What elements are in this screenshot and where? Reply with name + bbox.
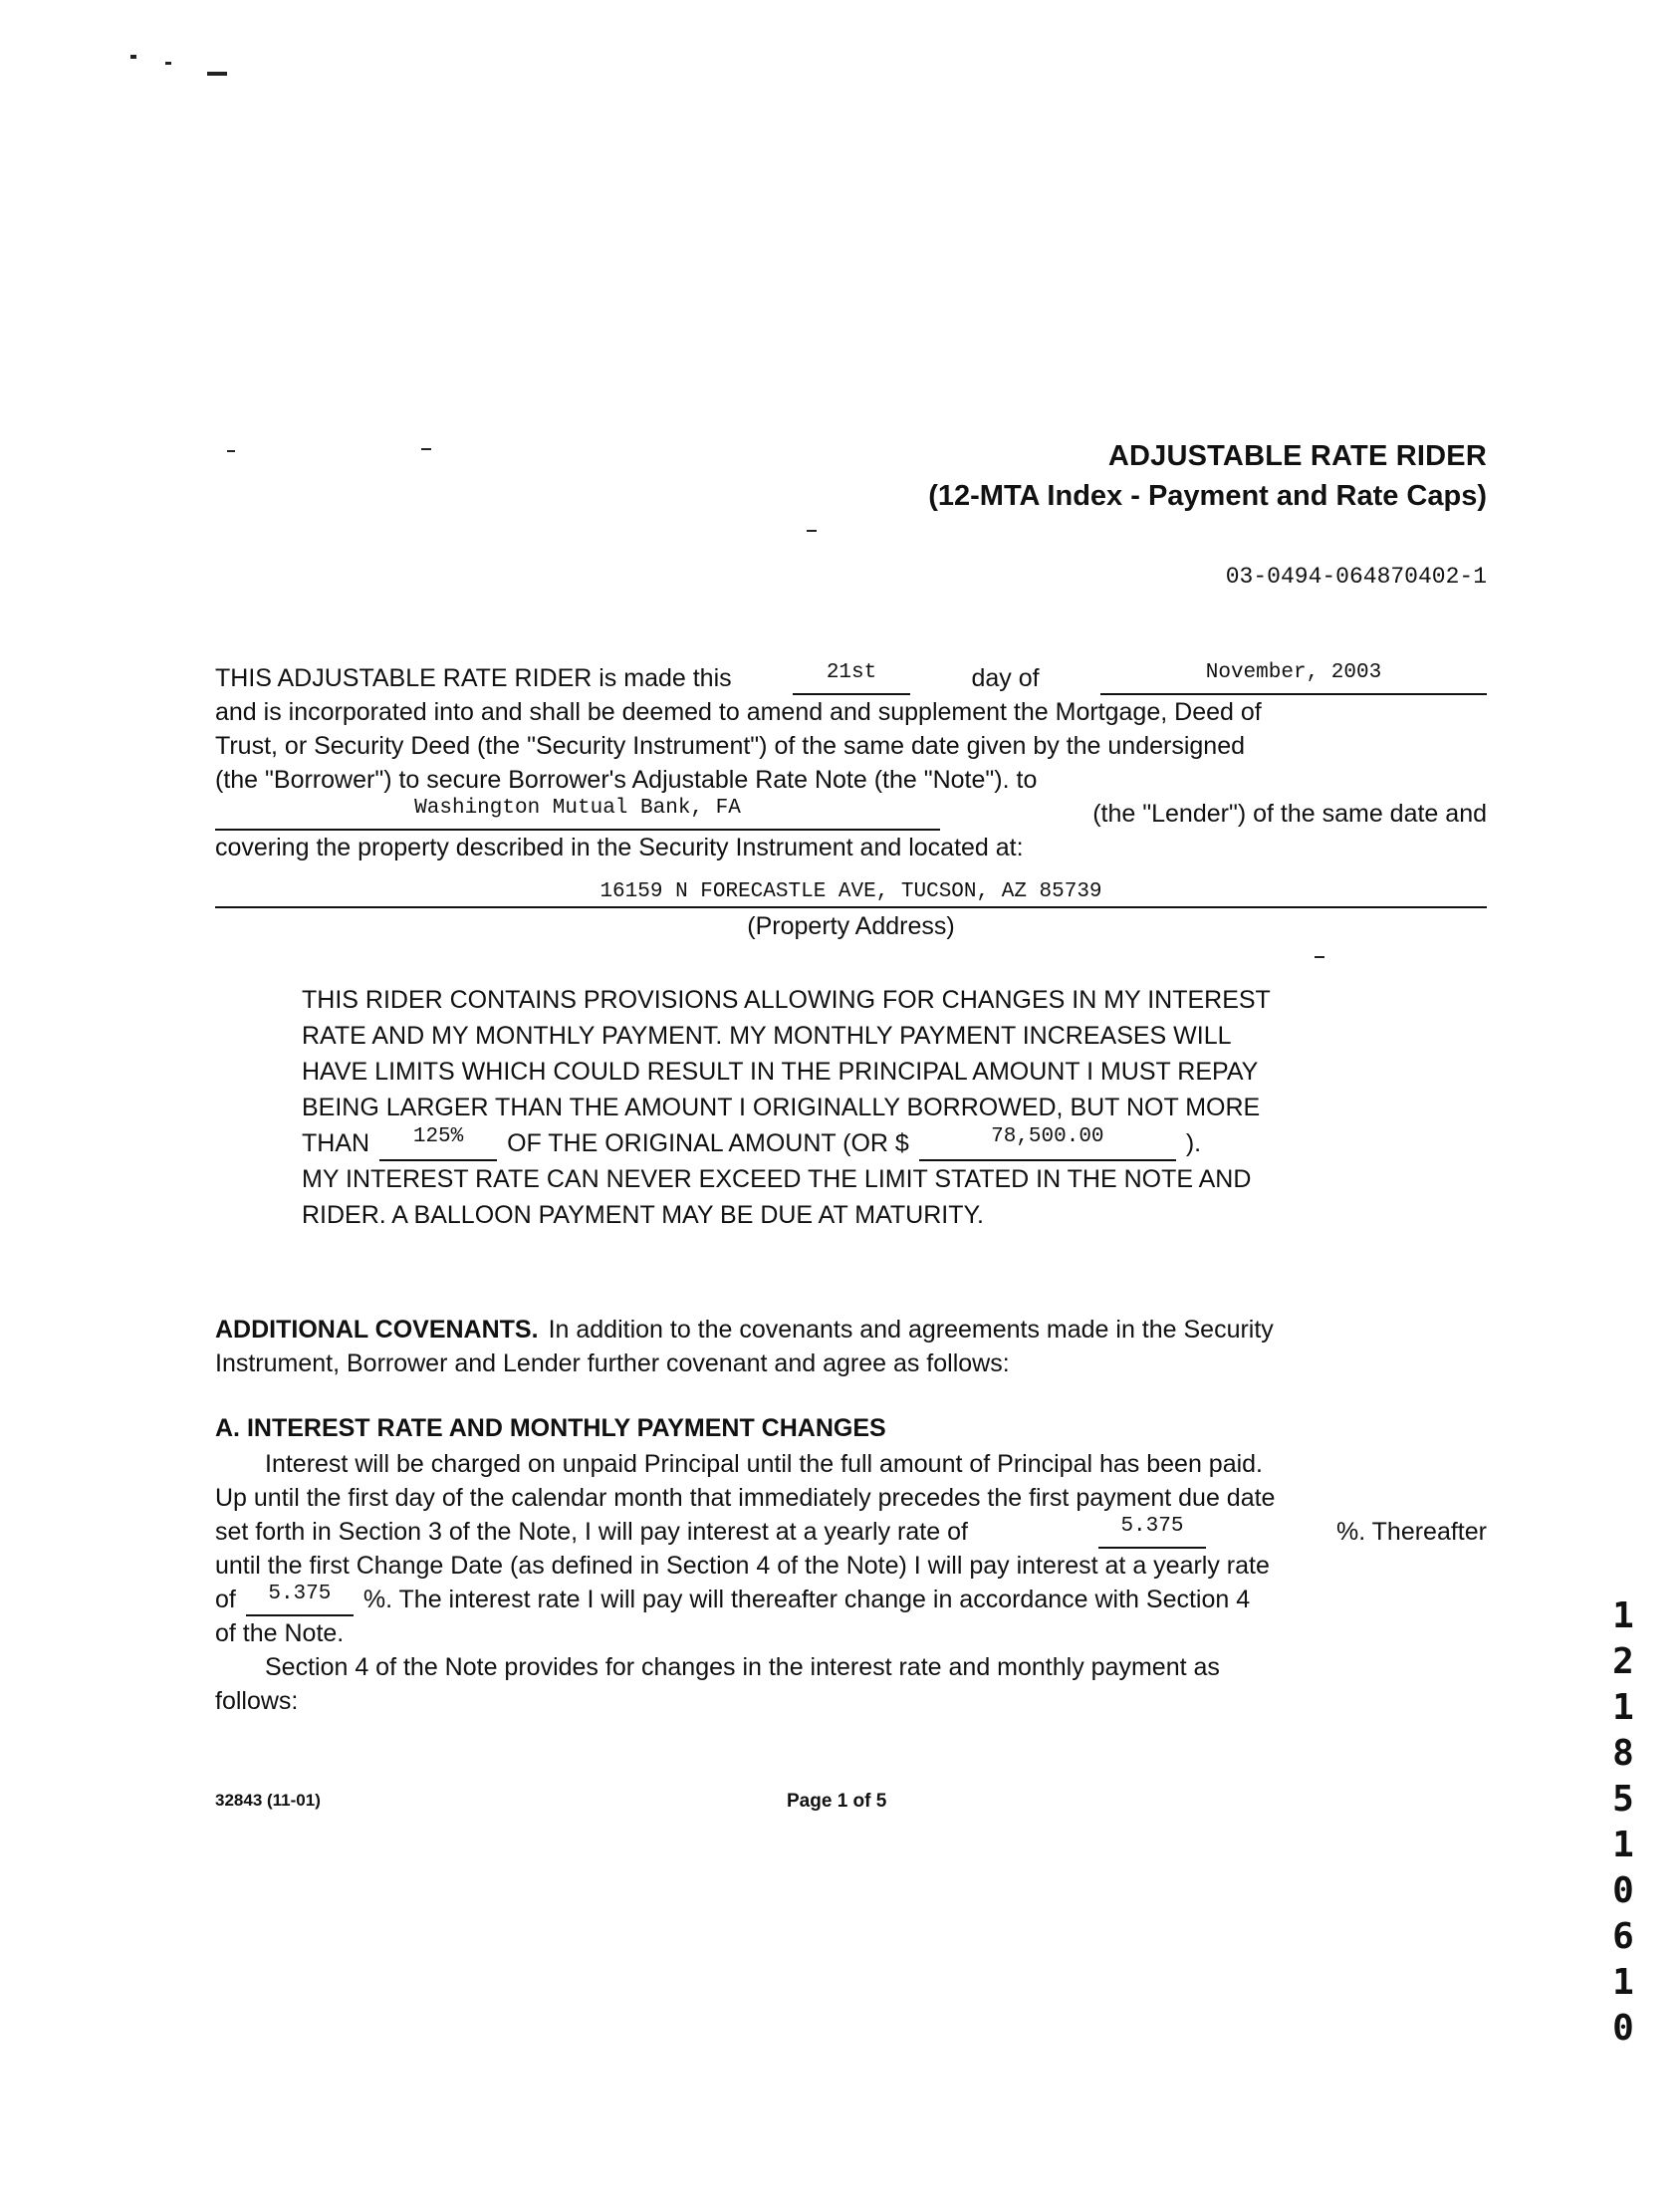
side-stamp xyxy=(1603,1593,1643,2052)
loan-number: 03-0494-064870402-1 xyxy=(1225,564,1487,590)
section-a-text: %. Thereafter xyxy=(1335,1518,1487,1546)
section-a-body xyxy=(215,1447,1487,1718)
intro-line-4: (the "Borrower") to secure Borrower's Adjustable Rate Note (the "Note"). to xyxy=(215,766,1038,794)
stamp-digit: 1 xyxy=(1612,1962,1634,2003)
section-a-line-4: until the first Change Date (as defined in Section 4 of the Note) I will pay interest at a yearly rate xyxy=(215,1552,1270,1580)
covenants-line-2: Instrument, Borrower and Lender further covenant and agree as follows: xyxy=(215,1349,1010,1377)
cap-amount-field: 78,500.00 xyxy=(919,1125,1176,1161)
scan-speck xyxy=(807,530,817,532)
section-a-line-3 xyxy=(215,1515,1487,1549)
scan-speck xyxy=(165,62,171,65)
lender-field: Washington Mutual Bank, FA xyxy=(215,797,940,831)
notice-line: MY INTEREST RATE CAN NEVER EXCEED THE LIMIT STATED IN THE NOTE AND xyxy=(302,1165,1252,1193)
stamp-digit: 1 xyxy=(1612,1687,1634,1728)
covenants-text: In addition to the covenants and agreements made in the Security xyxy=(548,1316,1274,1344)
section-a-text: set forth in Section 3 of the Note, I will pay interest at a yearly rate of xyxy=(215,1518,968,1546)
notice-line-cap xyxy=(302,1125,1405,1161)
intro-line-1 xyxy=(215,661,1487,695)
notice-text: ). xyxy=(1185,1129,1202,1157)
scan-speck xyxy=(421,448,431,450)
section-a-line-1: Interest will be charged on unpaid Principal until the full amount of Principal has been paid. xyxy=(265,1450,1264,1478)
intro-line-3: Trust, or Security Deed (the "Security Instrument") of the same date given by the undersigned xyxy=(215,732,1245,760)
scan-speck xyxy=(130,55,136,59)
day-field: 21st xyxy=(793,661,910,695)
stamp-digit: 8 xyxy=(1612,1733,1634,1774)
stamp-digit: 6 xyxy=(1612,1916,1634,1957)
stamp-digit: 0 xyxy=(1612,2008,1634,2049)
intro-text: (the "Lender") of the same date and xyxy=(1092,800,1487,828)
document-title: ADJUSTABLE RATE RIDER xyxy=(1107,440,1487,472)
covenants-line-1 xyxy=(215,1313,1487,1347)
scan-speck xyxy=(227,450,235,452)
section-a-line-6: of the Note. xyxy=(215,1619,345,1647)
document-subtitle: (12-MTA Index - Payment and Rate Caps) xyxy=(928,480,1487,512)
section-a-heading: A. INTEREST RATE AND MONTHLY PAYMENT CHANGES xyxy=(215,1414,886,1442)
scan-speck xyxy=(207,72,227,76)
rider-notice xyxy=(302,982,1405,1233)
change-rate-field: 5.375 xyxy=(246,1583,354,1616)
section-a-line-8: follows: xyxy=(215,1687,299,1715)
stamp-digit: 2 xyxy=(1612,1641,1634,1682)
stamp-digit: 1 xyxy=(1612,1825,1634,1865)
additional-covenants xyxy=(215,1313,1487,1380)
stamp-digit: 1 xyxy=(1612,1595,1634,1636)
intro-line-5 xyxy=(215,797,1487,831)
stamp-digit: 5 xyxy=(1612,1779,1634,1820)
intro-paragraph xyxy=(215,661,1487,864)
intro-line-6: covering the property described in the Security Instrument and located at: xyxy=(215,834,1024,861)
section-a-line-2: Up until the first day of the calendar month that immediately precedes the first payment due date xyxy=(215,1484,1276,1512)
notice-line: BEING LARGER THAN THE AMOUNT I ORIGINALLY BORROWED, BUT NOT MORE xyxy=(302,1094,1261,1121)
stamp-digit: 0 xyxy=(1612,1870,1634,1911)
notice-text: OF THE ORIGINAL AMOUNT (OR $ xyxy=(507,1129,909,1157)
covenants-heading: ADDITIONAL COVENANTS. xyxy=(215,1316,539,1344)
form-number: 32843 (11-01) xyxy=(215,1791,321,1810)
property-address-field: 16159 N FORECASTLE AVE, TUCSON, AZ 85739 xyxy=(215,878,1487,908)
cap-percent-field: 125% xyxy=(379,1125,497,1161)
notice-line: THIS RIDER CONTAINS PROVISIONS ALLOWING FOR CHANGES IN MY INTEREST xyxy=(302,986,1271,1014)
notice-line: HAVE LIMITS WHICH COULD RESULT IN THE PRINCIPAL AMOUNT I MUST REPAY xyxy=(302,1058,1259,1086)
initial-rate-field: 5.375 xyxy=(1098,1515,1206,1549)
intro-line-2: and is incorporated into and shall be deemed to amend and supplement the Mortgage, Deed of xyxy=(215,698,1262,726)
notice-line: RIDER. A BALLOON PAYMENT MAY BE DUE AT MATURITY. xyxy=(302,1201,984,1229)
scan-speck xyxy=(1315,956,1324,958)
section-a-text: of xyxy=(215,1586,236,1613)
property-address-block xyxy=(215,878,1487,941)
intro-text: THIS ADJUSTABLE RATE RIDER is made this xyxy=(215,664,732,692)
notice-text: THAN xyxy=(302,1129,370,1157)
section-a-line-7: Section 4 of the Note provides for changes in the interest rate and monthly payment as xyxy=(265,1653,1220,1681)
section-a-line-5 xyxy=(215,1583,1487,1616)
date-field: November, 2003 xyxy=(1100,661,1487,695)
intro-text: day of xyxy=(971,664,1040,692)
section-a-text: %. The interest rate I will pay will thereafter change in accordance with Section 4 xyxy=(362,1586,1251,1613)
property-address-caption: (Property Address) xyxy=(747,912,955,940)
notice-line: RATE AND MY MONTHLY PAYMENT. MY MONTHLY PAYMENT INCREASES WILL xyxy=(302,1022,1232,1050)
page-number: Page 1 of 5 xyxy=(787,1791,887,1812)
